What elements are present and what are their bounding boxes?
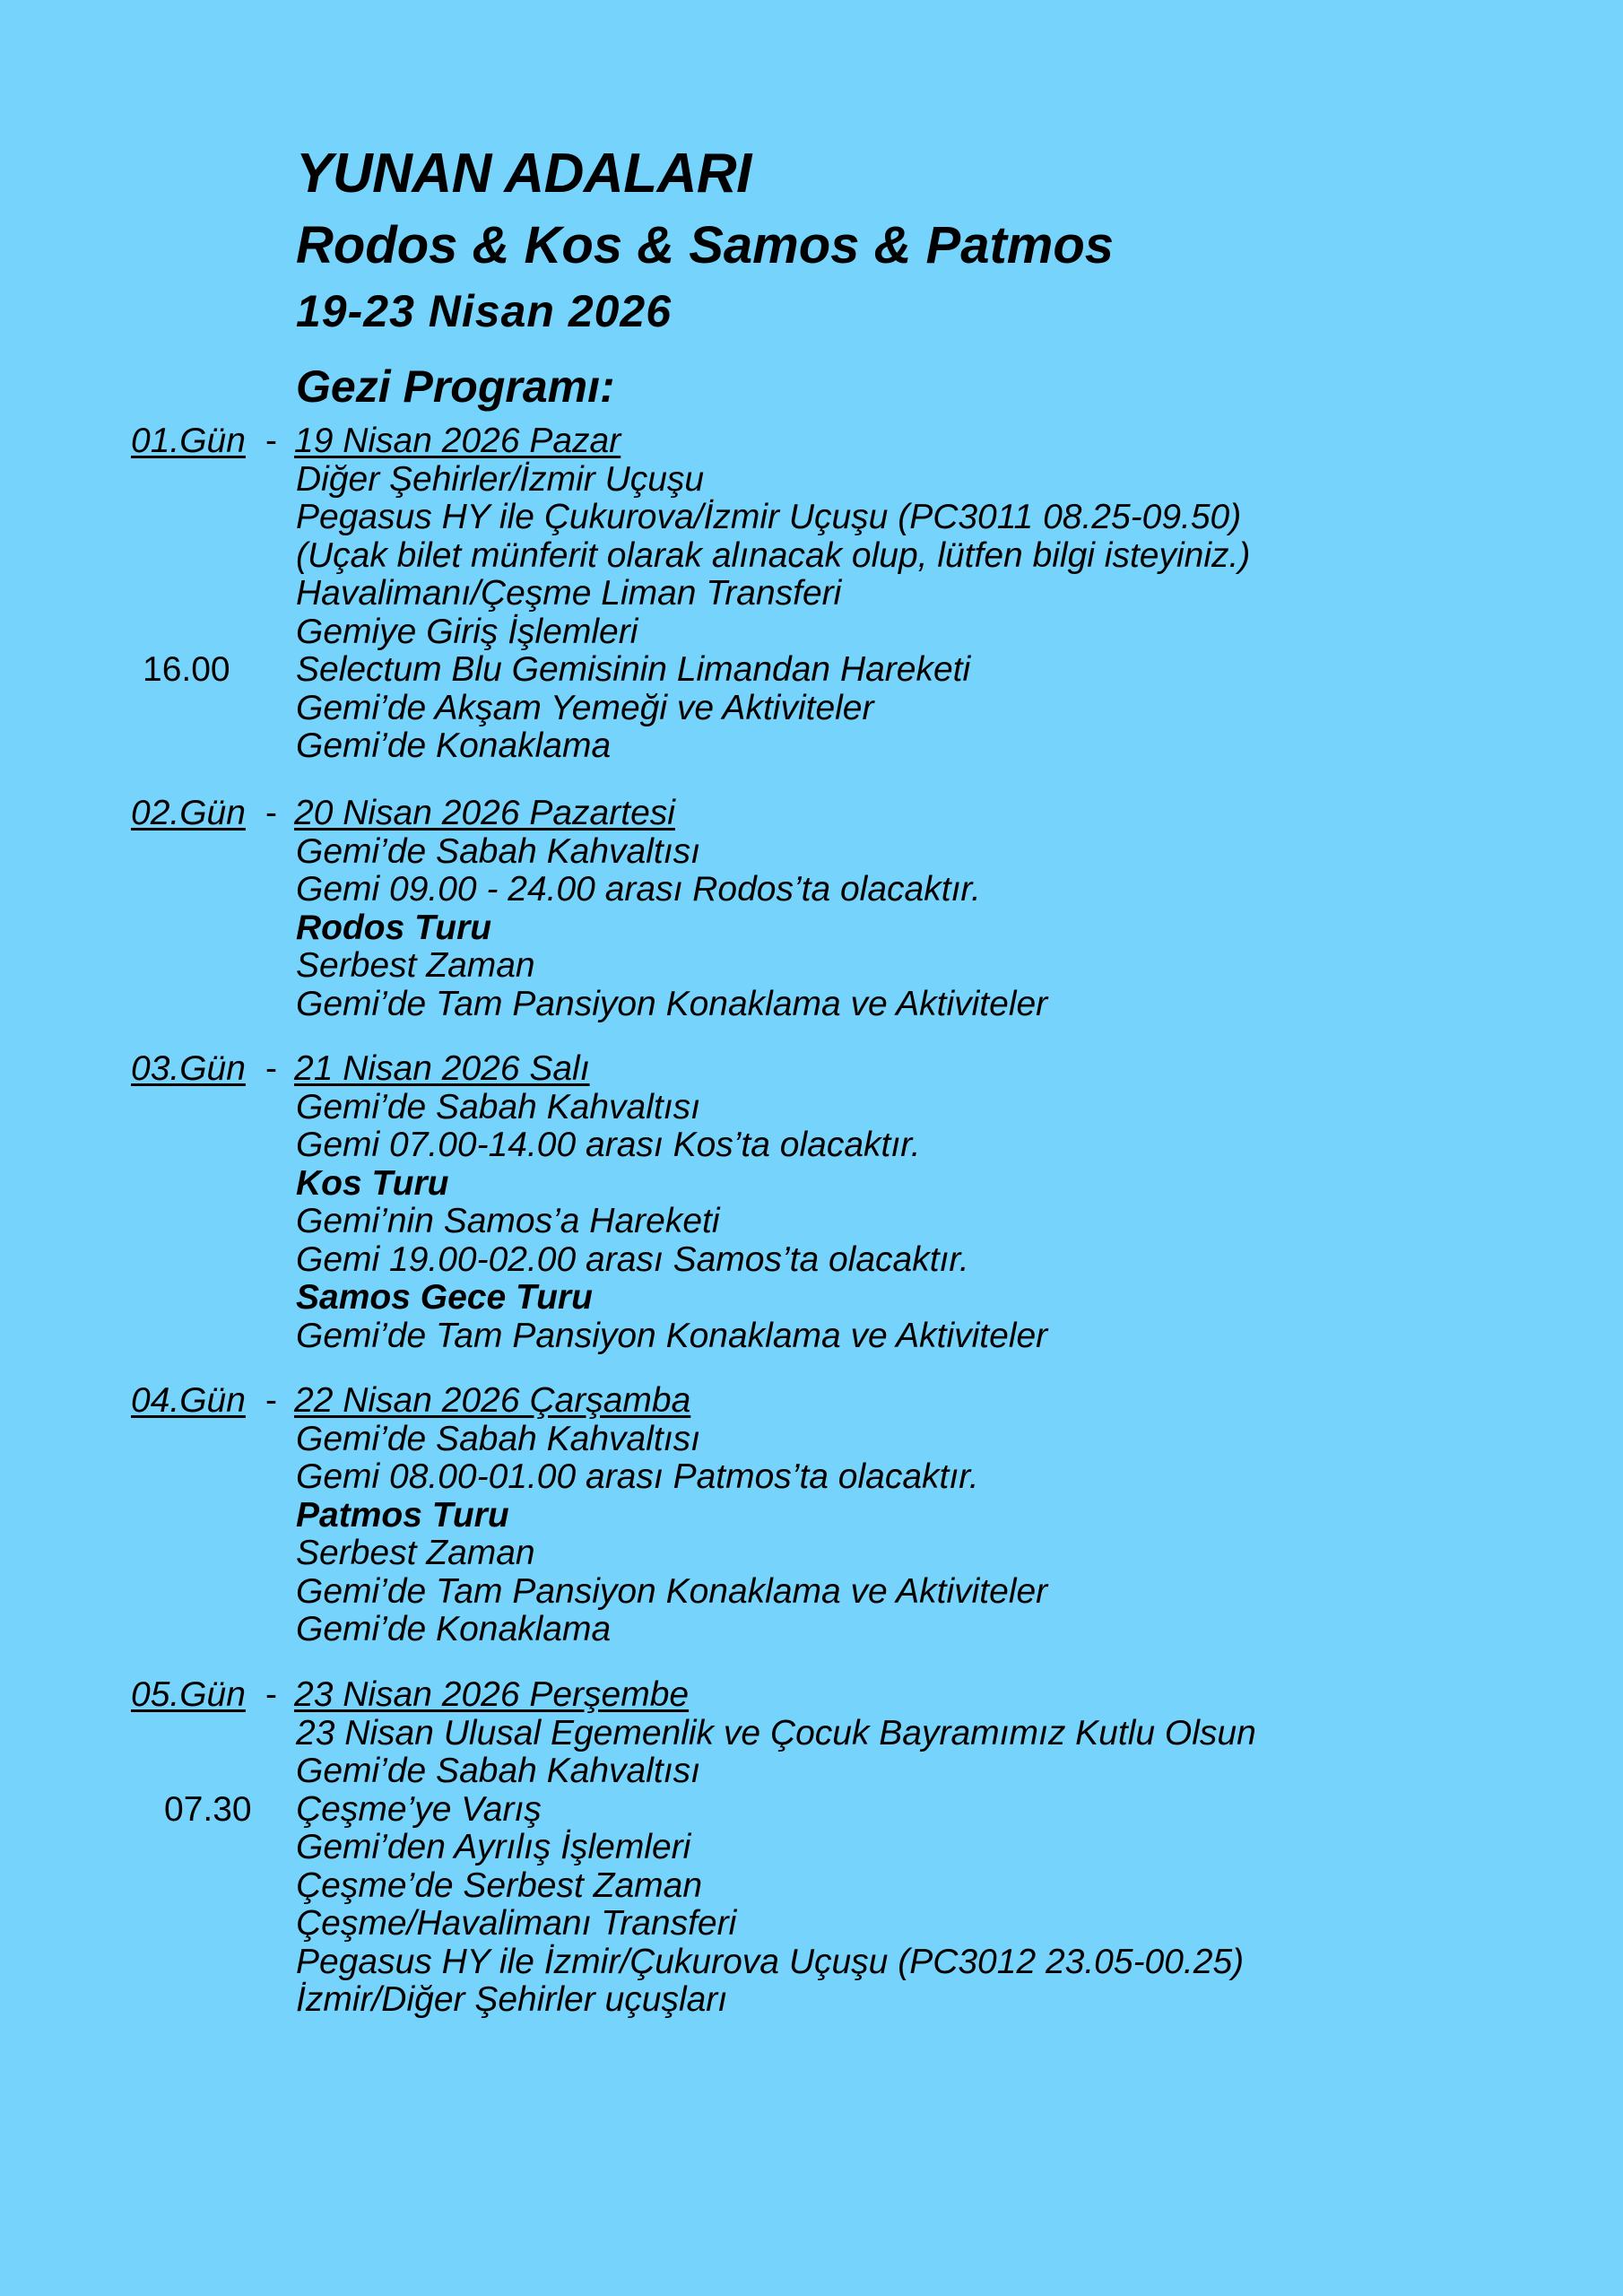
itinerary-text: Gemi’de Konaklama: [296, 1610, 612, 1648]
tour-highlight: [0, 909, 1623, 947]
itinerary-line: [0, 946, 1623, 985]
itinerary-text: Çeşme’de Serbest Zaman: [296, 1866, 703, 1905]
itinerary-text: Gemi’de Tam Pansiyon Konaklama ve Aktiviteler: [296, 1316, 1048, 1355]
itinerary-text: Rodos Turu: [296, 908, 492, 947]
event-time: 07.30: [164, 1789, 252, 1829]
itinerary-line: [0, 613, 1623, 651]
day-date: 22 Nisan 2026 Çarşamba: [294, 1381, 691, 1420]
itinerary-text: Gemiye Giriş İşlemleri: [296, 612, 638, 651]
itinerary-text: Pegasus HY ile İzmir/Çukurova Uçuşu (PC3012 23.05-00.25): [296, 1942, 1245, 1981]
itinerary-line: [0, 1752, 1623, 1790]
tour-highlight: [0, 1496, 1623, 1535]
itinerary-line: [0, 870, 1623, 909]
itinerary-text: Samos Gece Turu: [296, 1278, 593, 1317]
itinerary-line: [0, 1790, 1623, 1829]
itinerary-line: [0, 985, 1623, 1023]
day-block: [0, 1675, 1623, 2019]
day-header: [0, 1049, 1623, 1088]
itinerary-text: Selectum Blu Gemisinin Limandan Hareketi: [296, 650, 971, 689]
itinerary-line: [0, 689, 1623, 727]
itinerary-text: Gemi 08.00-01.00 arası Patmos’ta olacaktır.: [296, 1457, 979, 1496]
day-number: 03.Gün: [131, 1049, 246, 1088]
day-header: [0, 1675, 1623, 1714]
itinerary-text: Gemi’de Sabah Kahvaltısı: [296, 1087, 700, 1126]
itinerary-text: Gemi’den Ayrılış İşlemleri: [296, 1828, 691, 1866]
itinerary-line: [0, 1610, 1623, 1648]
day-block: [0, 1049, 1623, 1354]
itinerary-text: Gemi’de Sabah Kahvaltısı: [296, 1752, 700, 1790]
trip-dates: 19-23 Nisan 2026: [296, 286, 673, 336]
day-separator: -: [265, 1675, 277, 1714]
itinerary-text: Gemi 09.00 - 24.00 arası Rodos’ta olacaktır.: [296, 870, 981, 909]
itinerary-text: Gemi’de Konaklama: [296, 726, 612, 765]
itinerary-line: [0, 1088, 1623, 1126]
day-separator: -: [265, 422, 277, 460]
day-header: [0, 1381, 1623, 1420]
day-header: [0, 794, 1623, 832]
day-block: [0, 422, 1623, 765]
itinerary-line: [0, 1980, 1623, 2019]
day-date: 20 Nisan 2026 Pazartesi: [294, 794, 675, 832]
itinerary-line: [0, 1828, 1623, 1866]
tour-highlight: [0, 1164, 1623, 1203]
itinerary-text: İzmir/Diğer Şehirler uçuşları: [296, 1980, 728, 2019]
itinerary-text: Gemi’de Sabah Kahvaltısı: [296, 1419, 700, 1458]
day-block: [0, 1381, 1623, 1648]
itinerary-line: [0, 650, 1623, 689]
itinerary-text: Patmos Turu: [296, 1495, 509, 1535]
itinerary-line: [0, 726, 1623, 765]
itinerary-line: [0, 498, 1623, 536]
tour-highlight: [0, 1278, 1623, 1317]
itinerary-text: Gemi’de Tam Pansiyon Konaklama ve Aktiviteler: [296, 984, 1048, 1023]
day-header: [0, 422, 1623, 460]
day-separator: -: [265, 1381, 277, 1420]
itinerary-line: [0, 1317, 1623, 1355]
day-number: 04.Gün: [131, 1381, 246, 1420]
itinerary-line: [0, 1904, 1623, 1943]
itinerary-line: [0, 460, 1623, 499]
itinerary-text: Gemi 07.00-14.00 arası Kos’ta olacaktır.: [296, 1126, 921, 1164]
itinerary-line: [0, 536, 1623, 575]
day-block: [0, 794, 1623, 1022]
itinerary-line: [0, 832, 1623, 871]
itinerary-text: Diğer Şehirler/İzmir Uçuşu: [296, 459, 705, 499]
itinerary-line: [0, 1714, 1623, 1752]
itinerary-line: [0, 1457, 1623, 1496]
day-date: 21 Nisan 2026 Salı: [294, 1049, 590, 1088]
itinerary-line: [0, 1534, 1623, 1572]
event-time: 16.00: [143, 650, 230, 689]
day-number: 01.Gün: [131, 422, 246, 460]
itinerary-text: Serbest Zaman: [296, 946, 535, 985]
itinerary-line: [0, 1126, 1623, 1164]
page-title: YUNAN ADALARI: [296, 143, 751, 204]
day-separator: -: [265, 1049, 277, 1088]
day-date: 23 Nisan 2026 Perşembe: [294, 1675, 690, 1714]
page-subtitle: Rodos & Kos & Samos & Patmos: [296, 216, 1115, 274]
program-heading: Gezi Programı:: [296, 361, 615, 412]
itinerary-text: Gemi’de Tam Pansiyon Konaklama ve Aktiviteler: [296, 1571, 1048, 1611]
itinerary-text: Gemi’de Akşam Yemeği ve Aktiviteler: [296, 688, 874, 727]
itinerary-text: Çeşme’ye Varış: [296, 1789, 542, 1829]
itinerary-text: Gemi’de Sabah Kahvaltısı: [296, 831, 700, 871]
itinerary-text: Pegasus HY ile Çukurova/İzmir Uçuşu (PC3011 08.25-09.50): [296, 498, 1242, 536]
itinerary-text: (Uçak bilet münferit olarak alınacak olup, lütfen bilgi isteyiniz.): [296, 535, 1251, 575]
itinerary-text: Kos Turu: [296, 1163, 449, 1203]
itinerary-text: Gemi’nin Samos’a Hareketi: [296, 1202, 720, 1240]
day-date: 19 Nisan 2026 Pazar: [294, 422, 621, 460]
itinerary-line: [0, 1202, 1623, 1240]
itinerary-line: [0, 574, 1623, 613]
itinerary-line: [0, 1240, 1623, 1279]
day-separator: -: [265, 794, 277, 832]
itinerary-text: Gemi 19.00-02.00 arası Samos’ta olacaktır.: [296, 1239, 969, 1279]
itinerary-line: [0, 1866, 1623, 1905]
itinerary-line: [0, 1943, 1623, 1981]
itinerary-text: Çeşme/Havalimanı Transferi: [296, 1904, 737, 1943]
itinerary-line: [0, 1572, 1623, 1611]
day-number: 05.Gün: [131, 1675, 246, 1714]
day-number: 02.Gün: [131, 794, 246, 832]
itinerary-text: Havalimanı/Çeşme Liman Transferi: [296, 574, 842, 613]
itinerary-line: [0, 1420, 1623, 1458]
itinerary-text: Serbest Zaman: [296, 1534, 535, 1572]
itinerary-text: 23 Nisan Ulusal Egemenlik ve Çocuk Bayramımız Kutlu Olsun: [296, 1713, 1256, 1752]
